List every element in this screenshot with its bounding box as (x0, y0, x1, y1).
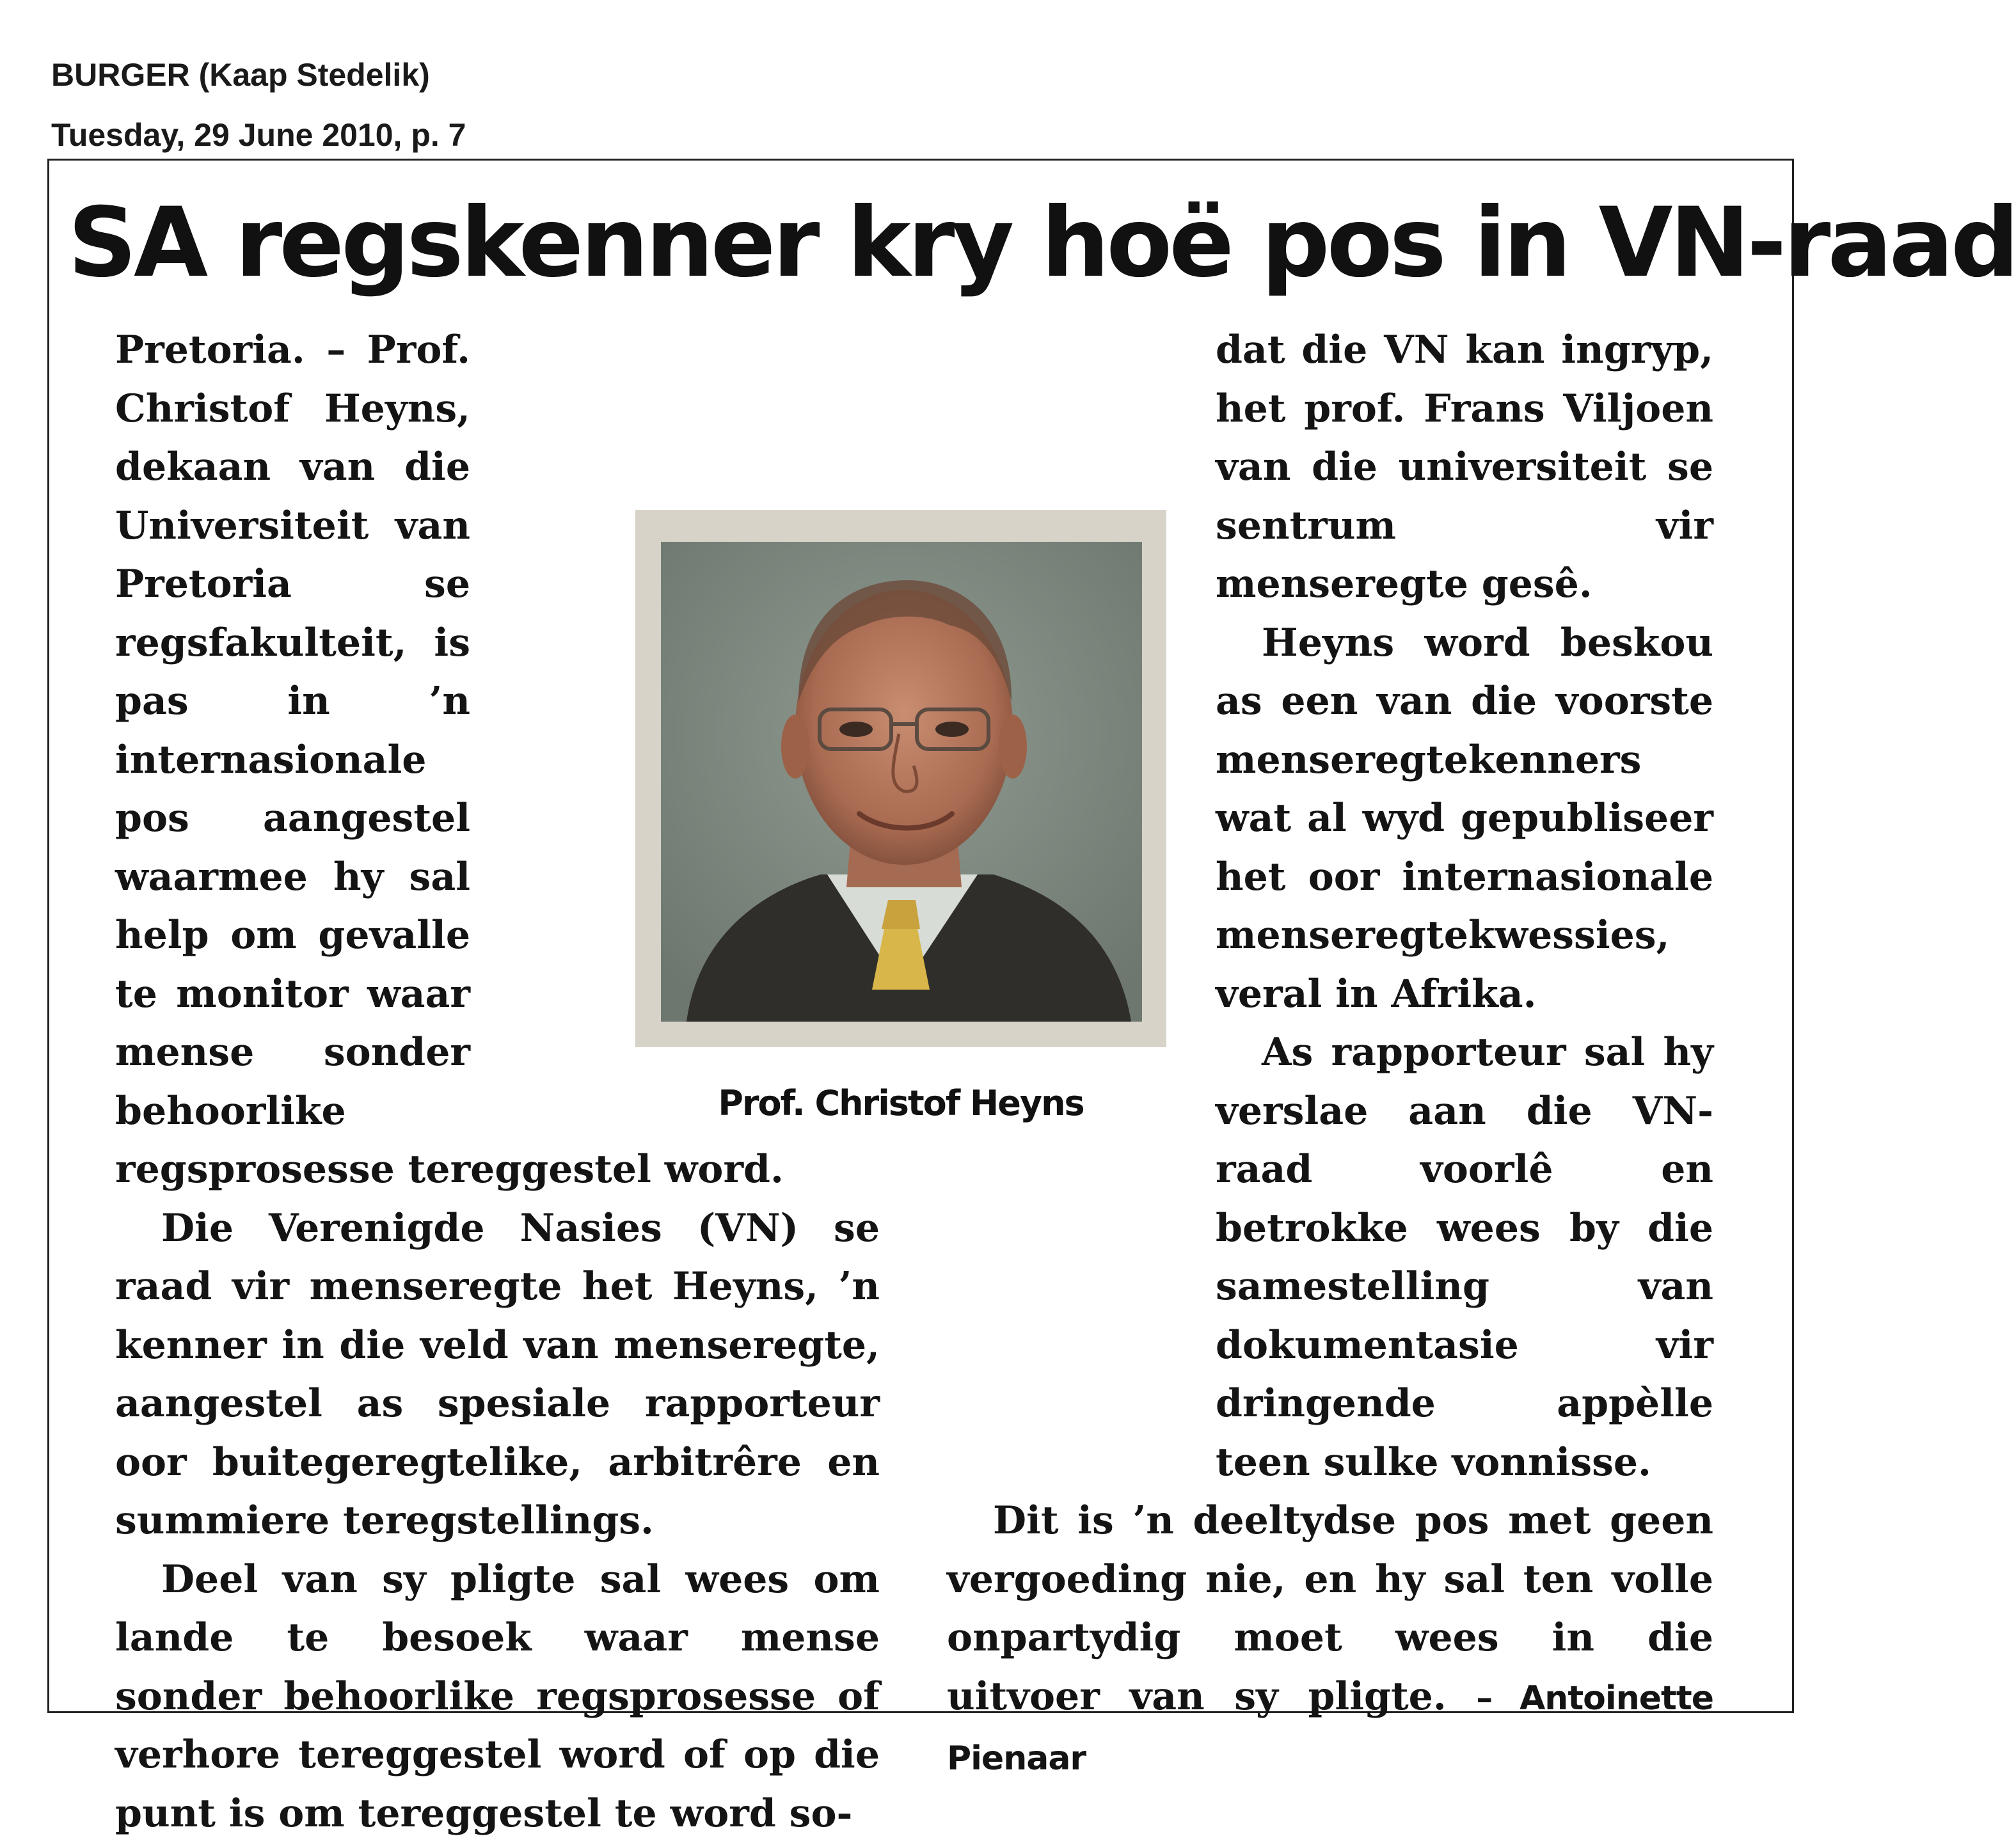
article-paragraph-3-end: dat die VN kan ingryp, het prof. Frans Viljoen van die universiteit se sentrum vir menseregte gesê. (947, 321, 1713, 614)
article-byline: – Antoinette Pienaar (947, 1679, 1713, 1778)
article-paragraph-1: Pretoria. – Prof. Christof Heyns, dekaan van die Universiteit van Pretoria se regsfakulteit, is pas in ’n internasionale pos aangestel waarmee hy sal help om gevalle te monitor waar mense sonder behoorlike regsprosesse tereggestel word. (115, 321, 880, 1199)
article-paragraph-5: As rapporteur sal hy verslae aan die VN-raad voorlê en betrokke wees by die samestelling van dokumentasie vir dringende appèlle teen sulke vonnisse. (947, 1024, 1713, 1492)
photo-caption: Prof. Christof Heyns (635, 1078, 1166, 1129)
portrait-photo (635, 510, 1166, 1047)
article-paragraph-2: Die Verenigde Nasies (VN) se raad vir menseregte het Heyns, ’n kenner in die veld van menseregte, aangestel as spesiale rapporteur oor buitegeregtelike, arbitrêre en summiere teregstellings. (115, 1199, 880, 1551)
article-headline: SA regskenner kry hoë pos in VN-raad (68, 186, 2016, 301)
portrait-image (661, 542, 1142, 1022)
article-paragraph-6-text: Dit is ’n deeltydse pos met geen vergoeding nie, en hy sal ten volle onpartydig moet wees in die uitvoer van sy pligte. (947, 1498, 1713, 1719)
publication-date: Tuesday, 29 June 2010, p. 7 (51, 105, 466, 165)
publication-name: BURGER (Kaap Stedelik) (51, 45, 466, 105)
article-paragraph-6 (947, 1492, 1713, 1789)
source-header (51, 45, 466, 165)
article-paragraph-4: Heyns word beskou as een van die voorste menseregtekenners wat al wyd gepubliseer het oor internasionale menseregtekwessies, veral in Afrika. (947, 614, 1713, 1024)
article-paragraph-3-start: Deel van sy pligte sal wees om lande te besoek waar mense sonder behoorlike regsprosesse of verhore tereggestel word of op die punt is om tereggestel te word so- (115, 1551, 880, 1843)
